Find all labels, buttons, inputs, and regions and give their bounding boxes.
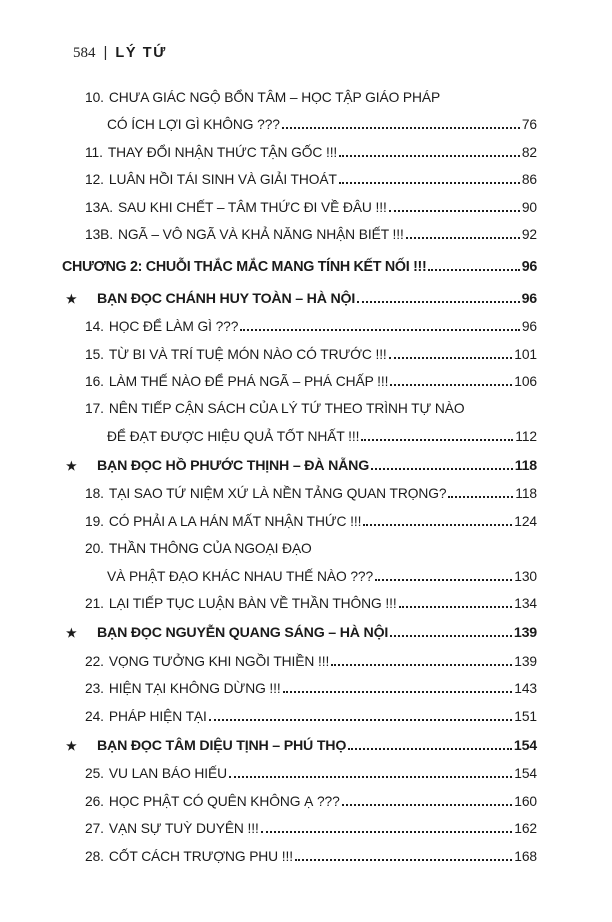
entry-page-number: 76 (521, 117, 537, 133)
toc-line (0, 395, 537, 422)
dot-leader (331, 664, 512, 666)
entry-page-number: 134 (514, 596, 537, 612)
entry-page-number: 96 (521, 290, 537, 307)
toc-line (0, 675, 537, 702)
entry-number: 23. (85, 681, 104, 697)
entry-number: 13B. (85, 226, 113, 242)
toc-entry (0, 675, 537, 702)
entry-page-number: 118 (514, 458, 537, 475)
entry-title: VẠN SỰ TUỲ DUYÊN !!! (108, 821, 259, 837)
dot-leader (282, 127, 520, 129)
entry-title: HIỆN TẠI KHÔNG DỪNG !!! (108, 681, 281, 697)
toc-line (0, 563, 537, 590)
entry-title: BẠN ĐỌC NGUYỄN QUANG SÁNG – HÀ NỘI (97, 625, 389, 642)
dot-leader (399, 606, 513, 608)
dot-leader (342, 804, 513, 806)
entry-title: THAY ĐỔI NHẬN THỨC TẬN GỐC !!! (107, 144, 338, 160)
toc-line (0, 788, 537, 815)
star-icon: ★ (66, 626, 77, 641)
toc-line (0, 535, 537, 562)
toc-entry (0, 535, 537, 590)
toc-line (0, 648, 537, 675)
entry-number: 25. (85, 766, 104, 782)
entry-number: 26. (85, 793, 104, 809)
entry-number: 19. (85, 513, 104, 529)
dot-leader (348, 748, 512, 750)
entry-number: 18. (85, 486, 104, 502)
toc-line (0, 194, 537, 221)
toc-entry (0, 221, 537, 248)
entry-page-number: 124 (514, 513, 537, 529)
dot-leader (375, 579, 512, 581)
entry-title: BẠN ĐỌC TÂM DIỆU TỊNH – PHÚ THỌ (97, 737, 347, 754)
entry-page-number: 154 (513, 737, 537, 754)
toc-reader-heading (0, 733, 537, 760)
entry-title: CHƯƠNG 2: CHUỖI THẮC MẮC MANG TÍNH KẾT NỐI !!! (62, 259, 427, 276)
entry-title: VÀ PHẬT ĐẠO KHÁC NHAU THẾ NÀO ??? (107, 568, 374, 584)
entry-title: CHƯA GIÁC NGỘ BỔN TÂM – HỌC TẬP GIÁO PHÁP (108, 90, 441, 105)
entry-number: 20. (85, 541, 104, 557)
dot-leader (390, 635, 512, 637)
entry-page-number: 139 (514, 653, 537, 669)
entry-title: HỌC PHẬT CÓ QUÊN KHÔNG Ạ ??? (108, 793, 340, 809)
toc-entry (0, 368, 537, 395)
toc-line (0, 703, 537, 730)
entry-title: ĐỂ ĐẠT ĐƯỢC HIỆU QUẢ TỐT NHẤT !!! (107, 428, 360, 444)
dot-leader (261, 831, 513, 833)
toc-entry (0, 84, 537, 139)
toc-line (0, 368, 537, 395)
toc-line (0, 508, 537, 535)
toc-entry (0, 139, 537, 166)
toc-line (0, 221, 537, 248)
entry-title: PHÁP HIỆN TẠI (108, 708, 207, 724)
entry-title: SAU KHI CHẾT – TÂM THỨC ĐI VỀ ĐÂU !!! (117, 199, 387, 215)
toc-line (0, 286, 537, 313)
entry-number: 21. (85, 596, 104, 612)
entry-page-number: 168 (514, 848, 537, 864)
entry-number: 27. (85, 821, 104, 837)
entry-page-number: 139 (513, 625, 537, 642)
toc-line (0, 590, 537, 617)
toc-line (0, 423, 537, 450)
entry-number: 10. (85, 90, 104, 105)
entry-title: VU LAN BÁO HIẾU (108, 766, 227, 782)
entry-page-number: 112 (515, 428, 537, 444)
toc-entry (0, 313, 537, 340)
entry-number: 13A. (85, 199, 113, 215)
dot-leader (390, 384, 512, 386)
entry-page-number: 90 (521, 199, 537, 215)
dot-leader (389, 357, 513, 359)
dot-leader (339, 155, 520, 157)
toc-line (0, 139, 537, 166)
dot-leader (363, 524, 512, 526)
entry-title: NGÃ – VÔ NGÃ VÀ KHẢ NĂNG NHẬN BIẾT !!! (117, 226, 404, 242)
toc-reader-heading (0, 286, 537, 313)
entry-page-number: 96 (521, 259, 537, 276)
entry-title: HỌC ĐỂ LÀM GÌ ??? (108, 319, 239, 335)
entry-title: LÀM THẾ NÀO ĐỂ PHÁ NGÃ – PHÁ CHẤP !!! (108, 373, 389, 389)
entry-number: 14. (85, 319, 104, 335)
entry-page-number: 86 (521, 172, 537, 188)
toc-entry (0, 480, 537, 507)
dot-leader (295, 859, 512, 861)
toc-entry (0, 843, 537, 870)
entry-title: CÓ PHẢI A LA HÁN MẤT NHẬN THỨC !!! (108, 513, 362, 529)
entry-title: BẠN ĐỌC HỒ PHƯỚC THỊNH – ĐÀ NẴNG (97, 458, 370, 475)
entry-page-number: 143 (514, 681, 537, 697)
dot-leader (283, 691, 513, 693)
entry-title: BẠN ĐỌC CHÁNH HUY TOÀN – HÀ NỘI (97, 290, 356, 307)
toc-entry (0, 648, 537, 675)
entry-page-number: 101 (514, 346, 537, 362)
entry-number: 17. (85, 401, 104, 417)
toc-line (0, 760, 537, 787)
entry-title: TỪ BI VÀ TRÍ TUỆ MÓN NÀO CÓ TRƯỚC !!! (108, 346, 387, 362)
toc-line (0, 254, 537, 281)
table-of-contents (0, 84, 612, 870)
entry-number: 12. (85, 172, 104, 188)
dot-leader (428, 269, 519, 271)
entry-page-number: 130 (514, 568, 537, 584)
toc-line (0, 111, 537, 138)
entry-number: 28. (85, 848, 104, 864)
toc-entry (0, 815, 537, 842)
entry-number: 11. (85, 144, 103, 160)
toc-entry (0, 395, 537, 450)
entry-number: 15. (85, 346, 104, 362)
dot-leader (371, 468, 513, 470)
toc-line (0, 815, 537, 842)
star-icon: ★ (66, 738, 77, 753)
entry-title: NÊN TIẾP CẬN SÁCH CỦA LÝ TỨ THEO TRÌNH TỰ NÀO (108, 401, 465, 417)
entry-title: TẠI SAO TỨ NIỆM XỨ LÀ NỀN TẢNG QUAN TRỌNG? (108, 486, 447, 502)
toc-entry (0, 508, 537, 535)
toc-line (0, 453, 537, 480)
entry-page-number: 118 (515, 486, 537, 502)
entry-page-number: 154 (514, 766, 537, 782)
dot-leader (448, 496, 513, 498)
dot-leader (357, 301, 519, 303)
entry-page-number: 96 (521, 319, 537, 335)
toc-line (0, 341, 537, 368)
dot-leader (361, 439, 513, 441)
entry-page-number: 106 (514, 373, 537, 389)
entry-number: 22. (85, 653, 104, 669)
toc-line (0, 166, 537, 193)
entry-title: THẦN THÔNG CỦA NGOẠI ĐẠO (108, 541, 312, 557)
toc-reader-heading (0, 620, 537, 647)
toc-entry (0, 194, 537, 221)
header-author-name: LÝ TỨ (115, 45, 167, 61)
dot-leader (240, 329, 520, 331)
toc-entry (0, 166, 537, 193)
entry-title: LUÂN HỒI TÁI SINH VÀ GIẢI THOÁT (108, 172, 337, 188)
toc-chapter-heading (0, 254, 537, 281)
dot-leader (406, 237, 520, 239)
entry-title: CÓ ÍCH LỢI GÌ KHÔNG ??? (107, 117, 280, 133)
entry-page-number: 162 (514, 821, 537, 837)
toc-entry (0, 341, 537, 368)
star-icon: ★ (66, 459, 77, 474)
dot-leader (389, 210, 520, 212)
entry-page-number: 151 (514, 708, 537, 724)
toc-entry (0, 590, 537, 617)
dot-leader (339, 182, 520, 184)
toc-line (0, 313, 537, 340)
entry-title: CỐT CÁCH TRƯỢNG PHU !!! (108, 848, 293, 864)
entry-number: 24. (85, 708, 104, 724)
running-header (73, 44, 167, 62)
toc-line (0, 733, 537, 760)
entry-page-number: 160 (514, 793, 537, 809)
toc-reader-heading (0, 453, 537, 480)
toc-line (0, 620, 537, 647)
entry-title: VỌNG TƯỞNG KHI NGỒI THIỀN !!! (108, 653, 330, 669)
dot-leader (209, 719, 513, 721)
entry-page-number: 82 (521, 144, 537, 160)
toc-entry (0, 760, 537, 787)
toc-line (0, 843, 537, 870)
toc-entry (0, 703, 537, 730)
toc-line (0, 84, 537, 111)
entry-page-number: 92 (521, 226, 537, 242)
star-icon: ★ (66, 291, 77, 306)
header-separator: | (103, 44, 108, 61)
toc-line (0, 480, 537, 507)
folio-page-number: 584 (73, 45, 96, 61)
toc-entry (0, 788, 537, 815)
entry-title: LẠI TIẾP TỤC LUẬN BÀN VỀ THẦN THÔNG !!! (108, 596, 397, 612)
dot-leader (229, 776, 512, 778)
entry-number: 16. (85, 373, 104, 389)
